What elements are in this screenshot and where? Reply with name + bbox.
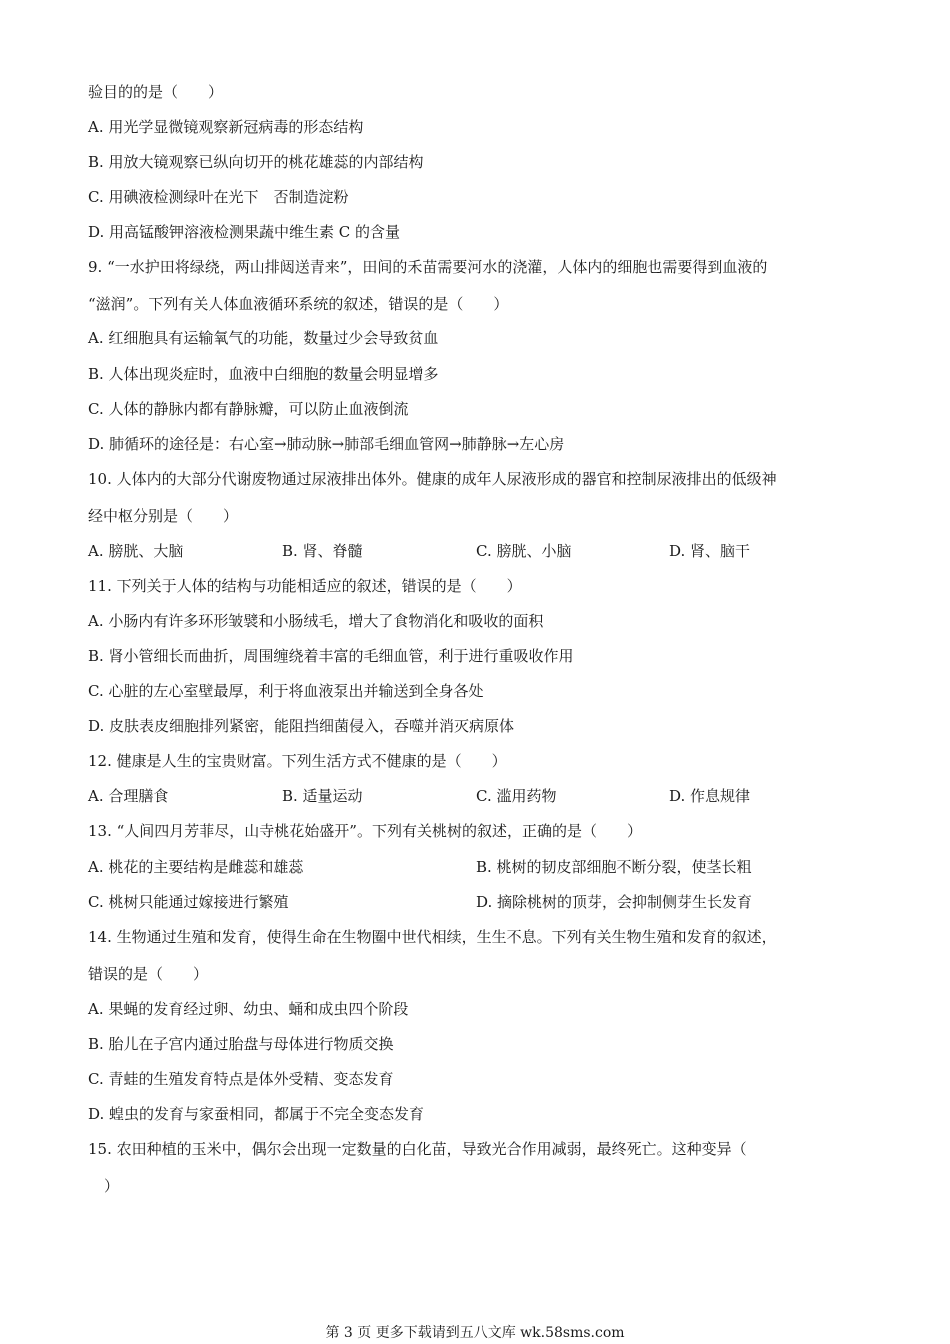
question-11-option-d: D. 皮肤表皮细胞排列紧密，能阻挡细菌侵入，吞噬并消灭病原体 (88, 717, 515, 735)
question-10-stem-line2: 经中枢分别是（ ） (88, 507, 239, 525)
question-14-option-a: A. 果蝇的发育经过卵、幼虫、蛹和成虫四个阶段 (88, 1000, 409, 1018)
question-11-option-c: C. 心脏的左心室壁最厚，利于将血液泵出并输送到全身各处 (88, 682, 484, 700)
question-10-option-b: B. 肾、脊髓 (282, 542, 363, 560)
question-15-stem: 15. 农田种植的玉米中，偶尔会出现一定数量的白化苗，导致光合作用减弱，最终死亡。这种变异（ (88, 1140, 747, 1158)
question-13-option-d: D. 摘除桃树的顶芽，会抑制侧芽生长发育 (476, 893, 753, 911)
question-13-option-c: C. 桃树只能通过嫁接进行繁殖 (88, 893, 289, 911)
question-10-option-c: C. 膀胱、小脑 (476, 542, 572, 560)
question-14-option-c: C. 青蛙的生殖发育特点是体外受精、变态发育 (88, 1070, 394, 1088)
question-14-option-d: D. 蝗虫的发育与家蚕相同，都属于不完全变态发育 (88, 1105, 425, 1123)
question-11-option-a: A. 小肠内有许多环形皱襞和小肠绒毛，增大了食物消化和吸收的面积 (88, 612, 544, 630)
page-footer: 第 3 页 更多下载请到五八文库 wk.58sms.com (325, 1325, 625, 1341)
question-12-option-a: A. 合理膳食 (88, 787, 169, 805)
question-13-stem: 13. “人间四月芳菲尽，山寺桃花始盛开”。下列有关桃树的叙述，正确的是（ ） (88, 822, 642, 840)
question-9-option-d: D. 肺循环的途径是：右心室→肺动脉→肺部毛细血管网→肺静脉→左心房 (88, 435, 565, 453)
question-10-option-a: A. 膀胱、大脑 (88, 542, 184, 560)
question-15-stem-line2: ） (104, 1177, 120, 1195)
question-8-stem-continued: 验目的的是（ ） (88, 83, 224, 101)
question-8-option-d: D. 用高锰酸钾溶液检测果蔬中维生素 C 的含量 (88, 223, 401, 241)
question-10-option-d: D. 肾、脑干 (669, 542, 751, 560)
question-8-option-b: B. 用放大镜观察已纵向切开的桃花雄蕊的内部结构 (88, 153, 424, 171)
question-13-option-b: B. 桃树的韧皮部细胞不断分裂，使茎长粗 (476, 858, 752, 876)
question-12-option-b: B. 适量运动 (282, 787, 363, 805)
question-14-stem: 14. 生物通过生殖和发育，使得生命在生物圈中世代相续，生生不息。下列有关生物生殖和发育的叙述， (88, 928, 777, 946)
question-9-option-c: C. 人体的静脉内都有静脉瓣，可以防止血液倒流 (88, 400, 409, 418)
question-12-option-c: C. 滥用药物 (476, 787, 557, 805)
question-9-option-b: B. 人体出现炎症时，血液中白细胞的数量会明显增多 (88, 365, 439, 383)
question-14-stem-line2: 错误的是（ ） (88, 965, 209, 983)
question-11-option-b: B. 肾小管细长而曲折，周围缠绕着丰富的毛细血管，利于进行重吸收作用 (88, 647, 574, 665)
question-11-stem: 11. 下列关于人体的结构与功能相适应的叙述，错误的是（ ） (88, 577, 522, 595)
question-9-option-a: A. 红细胞具有运输氧气的功能，数量过少会导致贫血 (88, 329, 439, 347)
question-9-stem-line2: “滋润”。下列有关人体血液循环系统的叙述，错误的是（ ） (88, 295, 509, 313)
question-12-stem: 12. 健康是人生的宝贵财富。下列生活方式不健康的是（ ） (88, 752, 507, 770)
question-8-option-a: A. 用光学显微镜观察新冠病毒的形态结构 (88, 118, 364, 136)
question-9-stem: 9. “一水护田将绿绕，两山排闼送青来”，田间的禾苗需要河水的浇灌，人体内的细胞也需要得到血液的 (88, 258, 768, 276)
question-12-option-d: D. 作息规律 (669, 787, 751, 805)
question-8-option-c: C. 用碘液检测绿叶在光下 否制造淀粉 (88, 188, 349, 206)
question-10-stem: 10. 人体内的大部分代谢废物通过尿液排出体外。健康的成年人尿液形成的器官和控制尿液排出的低级神 (88, 470, 777, 488)
question-13-option-a: A. 桃花的主要结构是雌蕊和雄蕊 (88, 858, 304, 876)
question-14-option-b: B. 胎儿在子宫内通过胎盘与母体进行物质交换 (88, 1035, 394, 1053)
